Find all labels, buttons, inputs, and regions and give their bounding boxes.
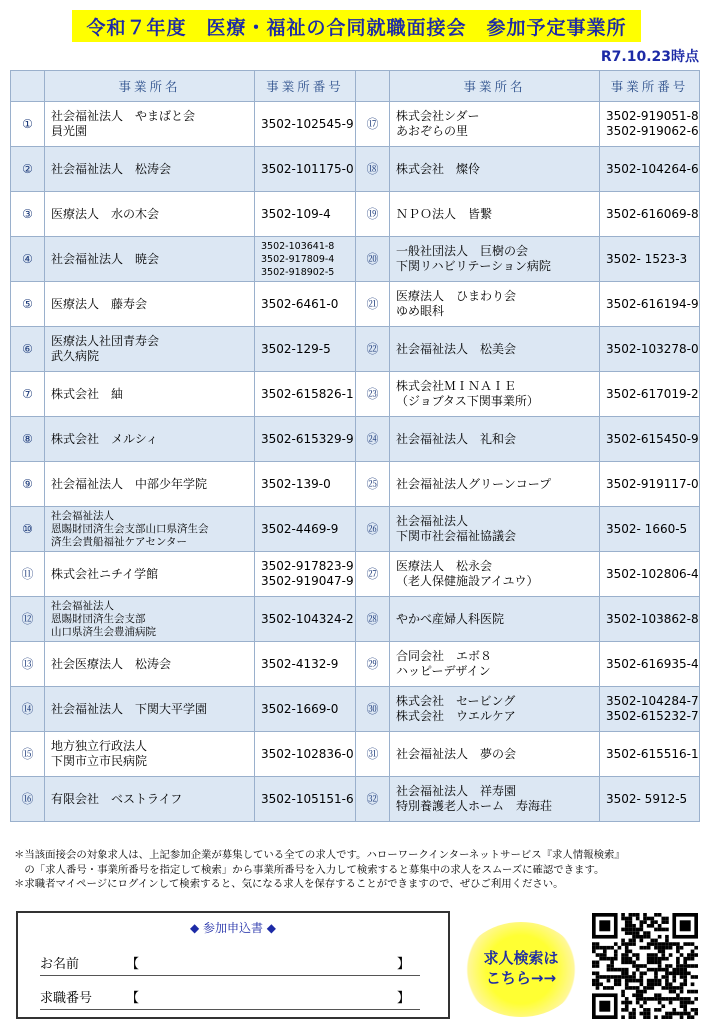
- close-bracket: 】: [396, 991, 410, 1006]
- header-blank-left: [11, 71, 45, 102]
- entry-number: ㉛: [356, 732, 390, 777]
- employer-code-line: 3502-918902-5: [261, 266, 335, 278]
- employer-name-line: 下関市立市民病院: [51, 754, 148, 768]
- employer-name: [45, 732, 255, 777]
- employer-code-line: 3502-615826-1: [261, 386, 354, 401]
- employer-code: [600, 327, 700, 372]
- job-seeker-number-label: 求職番号: [40, 991, 93, 1006]
- entry-number: ⑦: [11, 372, 45, 417]
- header-name-left: 事業所名: [45, 71, 255, 102]
- entry-number: ⑰: [356, 102, 390, 147]
- employer-name: [390, 462, 600, 507]
- entry-number: ③: [11, 192, 45, 237]
- employer-name-line: 恩賜財団済生会支部山口県済生会: [51, 522, 209, 535]
- employer-name: [390, 732, 600, 777]
- employer-code-line: 3502-917809-4: [261, 253, 335, 265]
- employer-code: [600, 282, 700, 327]
- entry-number: ②: [11, 147, 45, 192]
- employer-code-line: 3502-129-5: [261, 341, 331, 356]
- employer-name: [45, 777, 255, 822]
- employer-code: [600, 777, 700, 822]
- employer-code: [255, 417, 356, 462]
- employer-code-line: 3502-103641-8: [261, 240, 335, 252]
- employer-name: [45, 642, 255, 687]
- header-blank-right: [356, 71, 390, 102]
- employer-name-line: 株式会社ＭＩＮＡＩＥ: [396, 379, 517, 393]
- employer-name-line: 社会福祉法人グリーンコープ: [396, 476, 552, 491]
- employer-name-line: 社会福祉法人 祥寿園: [396, 784, 517, 798]
- employer-code: [600, 237, 700, 282]
- note-line: ＊求職者マイページにログインして検索すると、気になる求人を保存することができますので、ぜひご利用ください。: [14, 878, 564, 890]
- employer-code: [600, 732, 700, 777]
- employer-name-line: ＮＰＯ法人 皆繋: [396, 206, 493, 221]
- employer-code-line: 3502-103862-8: [606, 611, 699, 626]
- employer-code-line: 3502-919062-6: [606, 124, 699, 138]
- entry-number: ㉕: [356, 462, 390, 507]
- employer-name: [390, 102, 600, 147]
- employer-name: [45, 372, 255, 417]
- employer-code: [600, 597, 700, 642]
- employer-name-line: 員光園: [51, 124, 88, 138]
- employer-name-line: 一般社団法人 巨樹の会: [396, 244, 529, 258]
- notes: [14, 848, 704, 892]
- employer-name-line: 社会福祉法人 松涛会: [51, 161, 172, 176]
- employer-name-line: 恩賜財団済生会支部: [51, 612, 146, 625]
- table-row: [11, 777, 700, 822]
- header-name-right: 事業所名: [390, 71, 600, 102]
- employer-name-line: 特別養護老人ホーム 寿海荘: [396, 799, 553, 813]
- title-wrap: [0, 10, 713, 42]
- employer-name-line: 株式会社 燦伶: [396, 161, 481, 176]
- employer-code-line: 3502-919047-9: [261, 574, 354, 588]
- employer-name: [390, 192, 600, 237]
- employer-code: [255, 732, 356, 777]
- employer-name: [390, 147, 600, 192]
- table-row: [11, 507, 700, 552]
- employer-name-line: 地方独立行政法人: [51, 739, 148, 753]
- table-row: [11, 597, 700, 642]
- employer-code-line: 3502-4469-9: [261, 521, 339, 536]
- employer-code: [255, 282, 356, 327]
- table-row: [11, 147, 700, 192]
- employer-name: [45, 597, 255, 642]
- entry-number: ㉓: [356, 372, 390, 417]
- employer-code-line: 3502-615329-9: [261, 431, 354, 446]
- employer-code-line: 3502-616069-8: [606, 206, 699, 221]
- employer-code: [255, 147, 356, 192]
- table-header-row: [11, 71, 700, 102]
- table-row: [11, 642, 700, 687]
- entry-number: ⑩: [11, 507, 45, 552]
- employer-code-line: 3502-102806-4: [606, 566, 699, 581]
- header-code-left: 事業所番号: [255, 71, 356, 102]
- employer-name: [45, 102, 255, 147]
- employer-name: [45, 282, 255, 327]
- table-row: [11, 282, 700, 327]
- table-row: [11, 462, 700, 507]
- employer-name-line: 合同会社 エボ８: [396, 649, 493, 663]
- employer-name: [390, 597, 600, 642]
- employer-code: [255, 192, 356, 237]
- table-row: [11, 237, 700, 282]
- employer-name-line: 社会福祉法人: [51, 509, 114, 522]
- employer-code: [600, 507, 700, 552]
- employer-code: [600, 372, 700, 417]
- employer-name: [390, 642, 600, 687]
- entry-number: ⑮: [11, 732, 45, 777]
- employer-name-line: 武久病院: [51, 349, 100, 363]
- open-bracket: 【: [126, 991, 140, 1006]
- employer-name: [390, 417, 600, 462]
- entry-number: ⑪: [11, 552, 45, 597]
- employer-name: [45, 552, 255, 597]
- entry-number: ①: [11, 102, 45, 147]
- form-title: ◆ 参加申込書 ◆: [189, 921, 277, 935]
- employer-code-line: 3502-6461-0: [261, 296, 339, 311]
- employer-name: [390, 372, 600, 417]
- employer-name-line: 社会福祉法人: [51, 599, 114, 612]
- employer-name-line: 株式会社 メルシィ: [51, 431, 158, 446]
- table-row: [11, 192, 700, 237]
- employer-code: [255, 372, 356, 417]
- entry-number: ⑥: [11, 327, 45, 372]
- employer-name-line: ゆめ眼科: [396, 304, 445, 318]
- employer-code: [600, 642, 700, 687]
- entry-number: ⑤: [11, 282, 45, 327]
- header-code-right: 事業所番号: [600, 71, 700, 102]
- employer-code: [600, 102, 700, 147]
- employer-name-line: 株式会社ニチイ学館: [51, 566, 159, 581]
- table-row: [11, 327, 700, 372]
- page-title: 令和７年度 医療・福祉の合同就職面接会 参加予定事業所: [72, 10, 640, 42]
- employer-code-line: 3502- 5912-5: [606, 791, 688, 806]
- entry-number: ㉑: [356, 282, 390, 327]
- badge-line-1: 求人検索は: [483, 949, 559, 967]
- entry-number: ㉙: [356, 642, 390, 687]
- note-line: ＊当該面接会の対象求人は、上記参加企業が募集している全ての求人です。ハローワークインターネットサービス『求人情報検索』: [14, 849, 625, 861]
- employer-code: [255, 102, 356, 147]
- employer-code-line: 3502-102545-9: [261, 116, 354, 131]
- employer-name-line: 株式会社 紬: [51, 386, 124, 401]
- entry-number: ㉒: [356, 327, 390, 372]
- employer-name-line: 山口県済生会豊浦病院: [51, 625, 156, 638]
- entry-number: ⑬: [11, 642, 45, 687]
- employer-name-line: 社会福祉法人 やまばと会: [51, 109, 196, 123]
- employer-code: [600, 687, 700, 732]
- entry-number: ⑨: [11, 462, 45, 507]
- employer-code: [255, 777, 356, 822]
- table-row: [11, 102, 700, 147]
- employer-name: [45, 327, 255, 372]
- employer-name-line: 社会福祉法人 松美会: [396, 341, 517, 356]
- employer-name: [390, 282, 600, 327]
- employer-name: [45, 687, 255, 732]
- employer-code: [255, 642, 356, 687]
- employer-code: [255, 462, 356, 507]
- employer-code-line: 3502-616935-4: [606, 656, 699, 671]
- as-of-date: R7.10.23時点: [600, 49, 699, 65]
- employer-code-line: 3502-919051-8: [606, 109, 699, 123]
- employer-name-line: 医療法人社団青寿会: [51, 334, 160, 348]
- table-row: [11, 417, 700, 462]
- employer-name-line: 下関リハビリテーション病院: [396, 259, 551, 273]
- employer-code: [600, 147, 700, 192]
- employer-code-line: 3502- 1660-5: [606, 521, 688, 536]
- entry-number: ⑱: [356, 147, 390, 192]
- table-row: [11, 687, 700, 732]
- note-line: の「求人番号・事業所番号を指定して検索」から事業所番号を入力して検索すると募集中の求人をスムーズに確認できます。: [14, 863, 605, 876]
- employer-name-line: 株式会社シダー: [396, 109, 480, 123]
- employer-name-line: やかべ産婦人科医院: [396, 611, 505, 626]
- entry-number: ㉖: [356, 507, 390, 552]
- employer-code-line: 3502-615516-1: [606, 746, 699, 761]
- employer-name-line: 株式会社 ウエルケア: [396, 709, 516, 723]
- employer-code: [255, 507, 356, 552]
- employer-code: [600, 417, 700, 462]
- employer-name: [390, 327, 600, 372]
- entry-number: ㉔: [356, 417, 390, 462]
- entry-number: ⑳: [356, 237, 390, 282]
- entry-number: ⑲: [356, 192, 390, 237]
- employer-name-line: 医療法人 藤寿会: [51, 296, 148, 311]
- employer-name-line: あおぞらの里: [396, 124, 469, 138]
- entry-number: ④: [11, 237, 45, 282]
- employer-name-line: 社会福祉法人 下関大平学園: [51, 701, 208, 716]
- employer-code: [255, 597, 356, 642]
- employer-code: [600, 552, 700, 597]
- employer-name-line: 下関市社会福祉協議会: [396, 529, 517, 543]
- employer-code-line: 3502-101175-0: [261, 161, 354, 176]
- employer-name: [45, 462, 255, 507]
- employer-code-line: 3502-615450-9: [606, 431, 699, 446]
- badge-line-2: こちら→→: [485, 969, 557, 987]
- employer-name-line: 社会福祉法人 暁会: [51, 251, 160, 266]
- employer-name: [45, 237, 255, 282]
- employer-code: [255, 327, 356, 372]
- employer-name-line: 社会福祉法人 夢の会: [396, 746, 517, 761]
- employer-name-line: 社会福祉法人: [396, 514, 469, 528]
- open-bracket: 【: [126, 957, 140, 972]
- employer-code: [255, 687, 356, 732]
- employer-name: [45, 147, 255, 192]
- qr-code-icon[interactable]: [592, 913, 698, 1019]
- employer-name-line: （老人保健施設アイユウ）: [396, 574, 539, 588]
- employer-name: [45, 507, 255, 552]
- job-search-badge[interactable]: [462, 922, 580, 1017]
- entry-number: ㉗: [356, 552, 390, 597]
- table-row: [11, 372, 700, 417]
- employer-name: [390, 777, 600, 822]
- employer-name-line: 医療法人 松永会: [396, 559, 493, 573]
- employer-code-line: 3502- 1523-3: [606, 251, 688, 266]
- employer-code-line: 3502-919117-0: [606, 476, 699, 491]
- entry-number: ㉜: [356, 777, 390, 822]
- employer-name: [390, 552, 600, 597]
- table-row: [11, 732, 700, 777]
- close-bracket: 】: [396, 957, 410, 972]
- entry-number: ㉘: [356, 597, 390, 642]
- entry-number: ⑯: [11, 777, 45, 822]
- employer-name-line: 社会福祉法人 中部少年学院: [51, 476, 208, 491]
- employer-code-line: 3502-104264-6: [606, 161, 699, 176]
- name-label: お名前: [40, 957, 80, 972]
- employer-name-line: 済生会貴船福祉ケアセンター: [51, 535, 187, 548]
- employer-table: [10, 70, 700, 822]
- employer-name-line: 社会福祉法人 礼和会: [396, 431, 517, 446]
- table-body: [11, 102, 700, 822]
- employer-name-line: （ジョブタス下関事業所）: [396, 394, 539, 408]
- employer-name: [390, 237, 600, 282]
- employer-code: [600, 192, 700, 237]
- application-form: [16, 911, 450, 1019]
- employer-code-line: 3502-104284-7: [606, 694, 699, 708]
- entry-number: ⑭: [11, 687, 45, 732]
- employer-code-line: 3502-617019-2: [606, 386, 699, 401]
- employer-name: [390, 507, 600, 552]
- employer-code-line: 3502-109-4: [261, 206, 331, 221]
- employer-code-line: 3502-139-0: [261, 476, 331, 491]
- employer-code-line: 3502-102836-0: [261, 746, 354, 761]
- employer-code-line: 3502-103278-0: [606, 341, 699, 356]
- employer-code-line: 3502-4132-9: [261, 656, 339, 671]
- employer-code: [255, 552, 356, 597]
- employer-name-line: 株式会社 セービング: [396, 694, 516, 708]
- name-field-row[interactable]: [40, 951, 420, 976]
- employer-code: [600, 462, 700, 507]
- employer-code-line: 3502-105151-6: [261, 791, 354, 806]
- employer-name: [45, 192, 255, 237]
- entry-number: ⑫: [11, 597, 45, 642]
- employer-name: [45, 417, 255, 462]
- employer-code-line: 3502-615232-7: [606, 709, 699, 723]
- employer-name-line: 医療法人 水の木会: [51, 206, 160, 221]
- employer-name-line: ハッピーデザイン: [396, 664, 491, 678]
- employer-name-line: 医療法人 ひまわり会: [396, 289, 517, 303]
- entry-number: ⑧: [11, 417, 45, 462]
- employer-name: [390, 687, 600, 732]
- employer-name-line: 有限会社 ベストライフ: [51, 791, 183, 806]
- employer-code-line: 3502-1669-0: [261, 701, 339, 716]
- employer-code-line: 3502-104324-2: [261, 611, 354, 626]
- job-seeker-number-field-row[interactable]: [40, 985, 420, 1010]
- employer-name-line: 社会医療法人 松涛会: [51, 656, 172, 671]
- employer-code-line: 3502-917823-9: [261, 559, 354, 573]
- employer-code: [255, 237, 356, 282]
- employer-code-line: 3502-616194-9: [606, 296, 699, 311]
- table-row: [11, 552, 700, 597]
- entry-number: ㉚: [356, 687, 390, 732]
